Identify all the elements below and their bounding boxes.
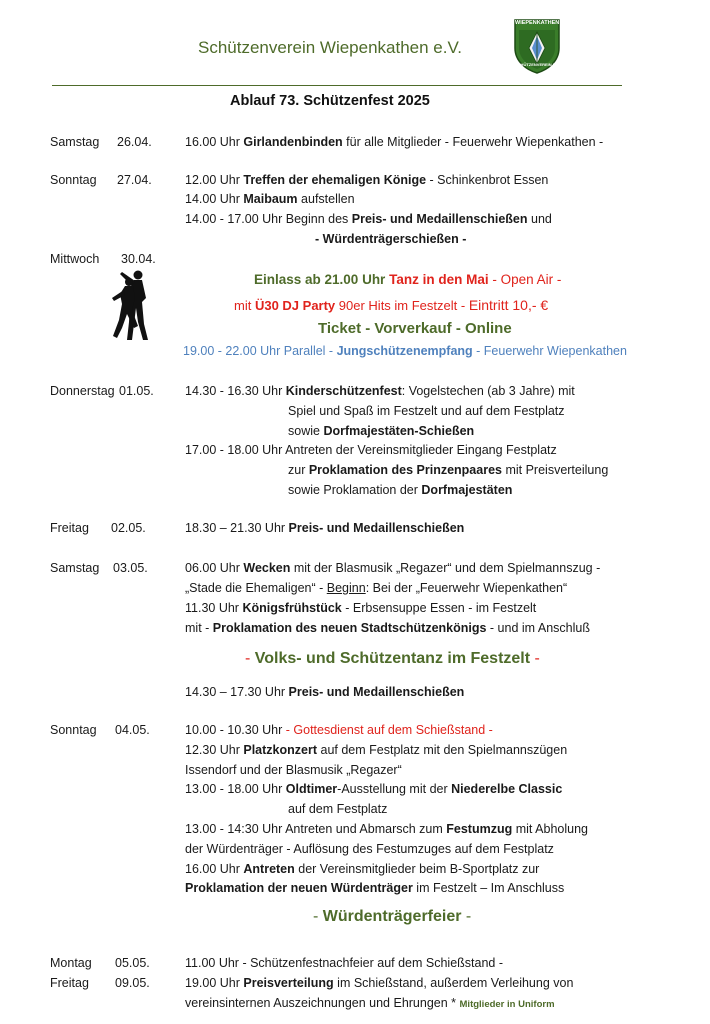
event-line: 12.30 Uhr Platzkonzert auf dem Festplatz mit den Spielmannszügen [185,743,568,757]
header-divider [52,85,622,86]
event-line: 16.00 Uhr Antreten der Vereinsmitglieder beim B-Sportplatz zur [185,862,540,876]
event-line: 14.30 – 17.30 Uhr Preis- und Medaillenschießen [185,685,465,699]
event-line: zur Proklamation des Prinzenpaares mit Preisverteilung [288,463,609,477]
event-line: Spiel und Spaß im Festzelt und auf dem Festplatz [288,404,565,418]
page-title: Ablauf 73. Schützenfest 2025 [230,93,430,109]
event-line: sowie Dorfmajestäten-Schießen [288,424,475,438]
event-line: 10.00 - 10.30 Uhr - Gottesdienst auf dem Schießstand - [185,723,493,737]
event-line: - Würdenträgerschießen - [315,232,467,246]
day-label: Samstag [50,561,100,575]
event-line: 11.00 Uhr - Schützenfestnachfeier auf dem Schießstand - [185,956,503,970]
event-line: 11.30 Uhr Königsfrühstück - Erbsensuppe Essen - im Festzelt [185,601,537,615]
date-label: 05.05. [115,956,150,970]
event-line: 19.00 - 22.00 Uhr Parallel - Jungschützenempfang - Feuerwehr Wiepenkathen [183,344,627,358]
day-label: Sonntag [50,173,97,187]
event-line: der Würdenträger - Auflösung des Festumzuges auf dem Festplatz [185,842,554,856]
day-label: Freitag [50,521,89,535]
event-line: 12.00 Uhr Treffen der ehemaligen Könige - Schinkenbrot Essen [185,173,549,187]
day-label: Sonntag [50,723,97,737]
event-line: vereinsinternen Auszeichnungen und Ehrungen * Mitglieder in Uniform [185,996,555,1010]
event-line: Einlass ab 21.00 Uhr Tanz in den Mai - Open Air - [254,272,562,287]
day-label: Samstag [50,135,100,149]
event-line: Issendorf und der Blasmusik „Regazer“ [185,763,402,777]
dignitaries-party-heading: - Würdenträgerfeier - [313,908,472,925]
event-line: 14.00 Uhr Maibaum aufstellen [185,192,355,206]
event-line: 13.00 - 18.00 Uhr Oldtimer-Ausstellung mit der Niederelbe Classic [185,782,563,796]
event-line: 19.00 Uhr Preisverteilung im Schießstand, außerdem Verleihung von [185,976,574,990]
date-label: 27.04. [117,173,152,187]
date-label: 03.05. [113,561,148,575]
event-line: mit - Proklamation des neuen Stadtschützenkönigs - und im Anschluß [185,621,590,635]
day-label: Mittwoch [50,252,100,266]
event-line: mit Ü30 DJ Party 90er Hits im Festzelt - Eintritt 10,- € [234,297,549,313]
day-label: Donnerstag [50,384,115,398]
date-label: 04.05. [115,723,150,737]
event-line: 06.00 Uhr Wecken mit der Blasmusik „Regazer“ und dem Spielmannszug - [185,561,601,575]
event-line: „Stade die Ehemaligen“ - Beginn: Bei der „Feuerwehr Wiepenkathen“ [185,581,568,595]
event-line: sowie Proklamation der Dorfmajestäten [288,483,513,497]
date-label: 30.04. [121,252,156,266]
dance-heading: - Volks- und Schützentanz im Festzelt - [245,650,540,667]
organization-name: Schützenverein Wiepenkathen e.V. [198,38,462,57]
event-line: 16.00 Uhr Girlandenbinden für alle Mitglieder - Feuerwehr Wiepenkathen - [185,135,604,149]
date-label: 26.04. [117,135,152,149]
event-line: 14.00 - 17.00 Uhr Beginn des Preis- und Medaillenschießen und [185,212,552,226]
event-line: 17.00 - 18.00 Uhr Antreten der Vereinsmitglieder Eingang Festplatz [185,443,557,457]
day-label: Montag [50,956,92,970]
event-line: 14.30 - 16.30 Uhr Kinderschützenfest: Vogelstechen (ab 3 Jahre) mit [185,384,575,398]
event-line: Proklamation der neuen Würdenträger im Festzelt – Im Anschluss [185,881,565,895]
date-label: 01.05. [119,384,154,398]
dancing-couple-icon [108,268,160,342]
date-label: 09.05. [115,976,150,990]
event-line: 13.00 - 14:30 Uhr Antreten und Abmarsch zum Festumzug mit Abholung [185,822,588,836]
logo-top-text: WIEPENKATHEN [515,20,560,26]
date-label: 02.05. [111,521,146,535]
ticket-presale-heading: Ticket - Vorverkauf - Online [318,320,512,337]
day-label: Freitag [50,976,89,990]
event-line: auf dem Festplatz [288,802,388,816]
event-line: 18.30 – 21.30 Uhr Preis- und Medaillenschießen [185,521,465,535]
logo-bottom-text: SCHÜTZENVEREIN E.V. [515,62,560,67]
